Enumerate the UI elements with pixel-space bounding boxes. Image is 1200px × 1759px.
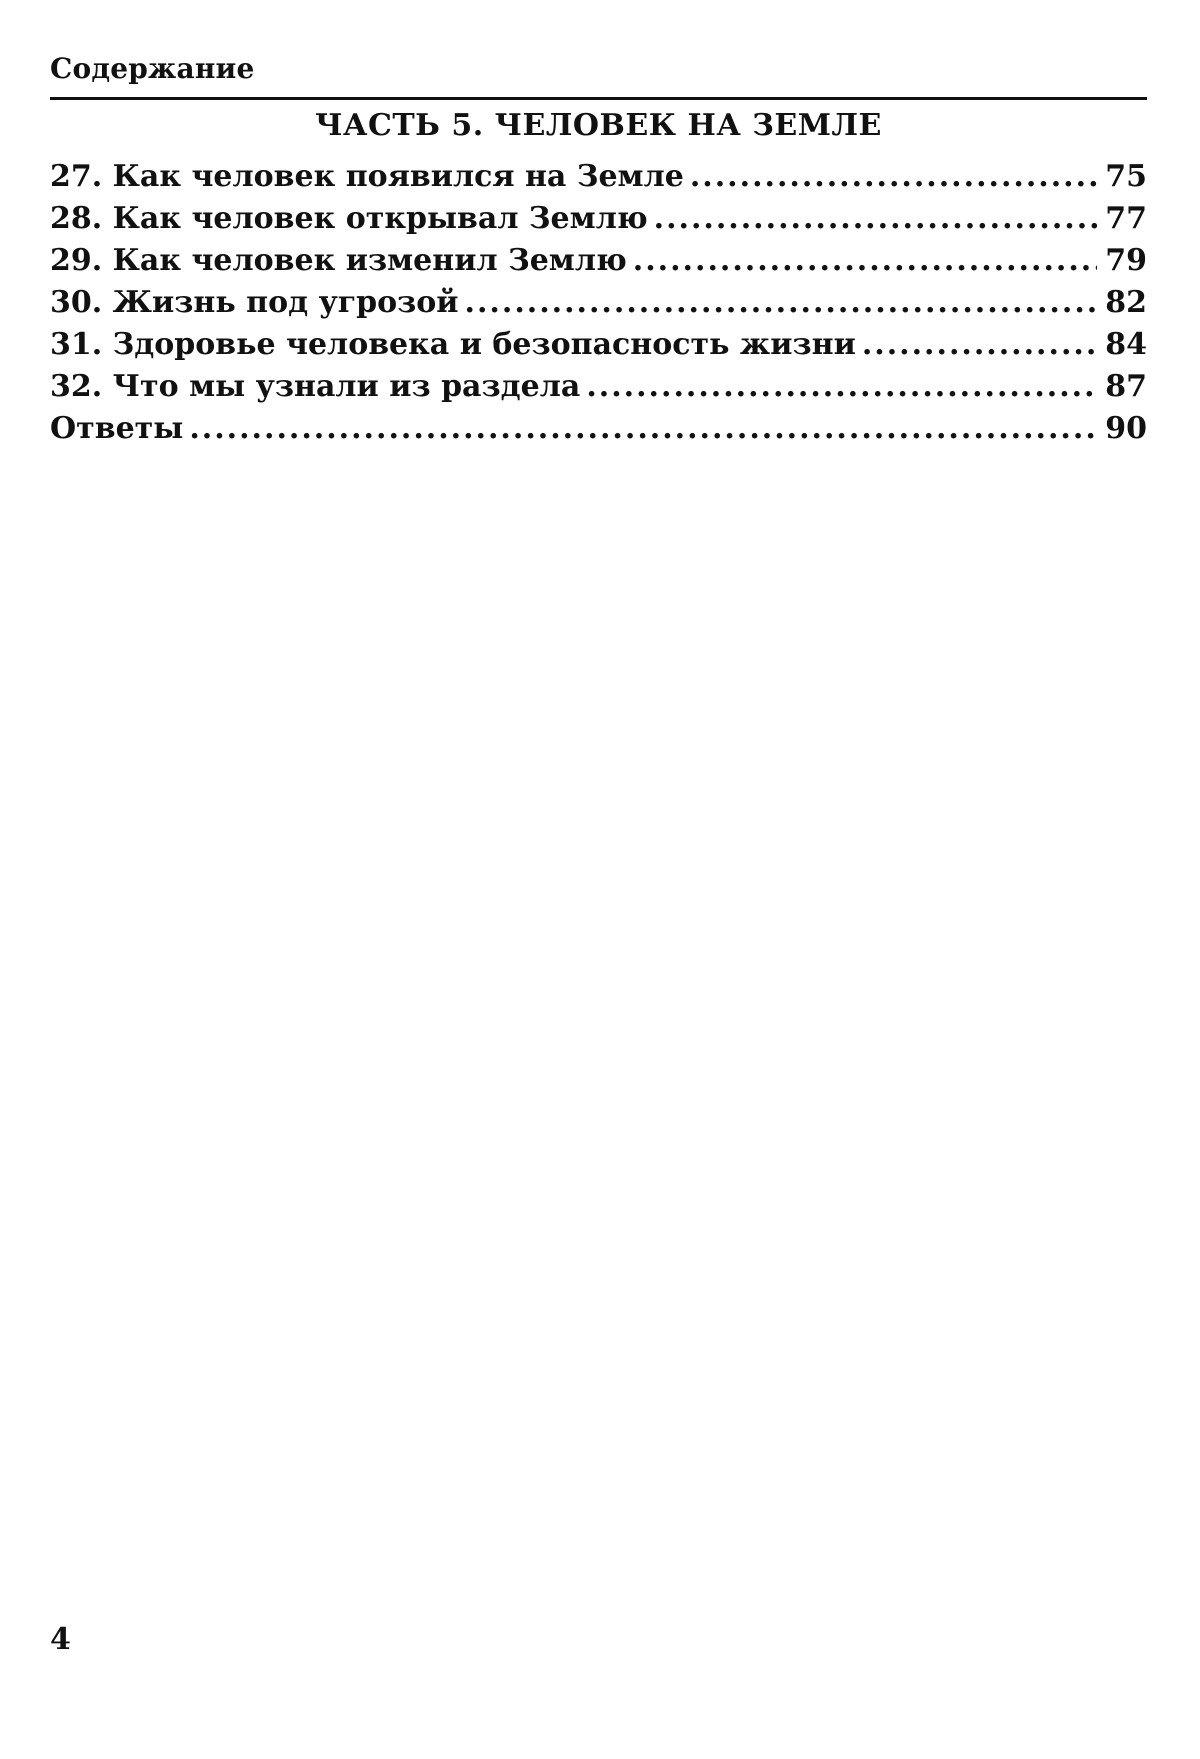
dot-leader [862, 324, 1097, 366]
page-number: 4 [50, 1622, 71, 1657]
toc-entry [50, 198, 1147, 240]
toc-entry-page: 75 [1105, 159, 1147, 194]
toc-entry [50, 156, 1147, 198]
dot-leader [654, 198, 1098, 240]
toc-entry-title: 32. Что мы узнали из раздела [50, 369, 581, 404]
dot-leader [690, 156, 1097, 198]
toc-entry [50, 366, 1147, 408]
toc-entry-page: 79 [1105, 243, 1147, 278]
toc-entry-page: 84 [1105, 327, 1147, 362]
toc-entry-page: 82 [1105, 285, 1147, 320]
dot-leader [633, 240, 1097, 282]
part-title: ЧАСТЬ 5. ЧЕЛОВЕК НА ЗЕМЛЕ [315, 108, 882, 143]
toc-entry-title: 30. Жизнь под угрозой [50, 285, 459, 320]
dot-leader [189, 408, 1097, 450]
book-page [50, 0, 1147, 1759]
dot-leader [586, 366, 1097, 408]
toc-entry-page: 77 [1105, 201, 1147, 236]
toc-entry-title: 29. Как человек изменил Землю [50, 243, 627, 278]
toc-entry-title: Ответы [50, 411, 184, 446]
toc-entry [50, 240, 1147, 282]
toc-entry-page: 87 [1105, 369, 1147, 404]
toc-entry [50, 324, 1147, 366]
toc-entry-page: 90 [1105, 411, 1147, 446]
toc-entry-title: 28. Как человек открывал Землю [50, 201, 648, 236]
toc-entry-title: 31. Здоровье человека и безопасность жизни [50, 327, 856, 362]
toc-entry [50, 408, 1147, 450]
toc-entry [50, 282, 1147, 324]
dot-leader [465, 282, 1098, 324]
header-rule [50, 97, 1147, 100]
toc-entry-title: 27. Как человек появился на Земле [50, 159, 684, 194]
running-head: Содержание [50, 52, 255, 85]
table-of-contents [50, 156, 1147, 450]
